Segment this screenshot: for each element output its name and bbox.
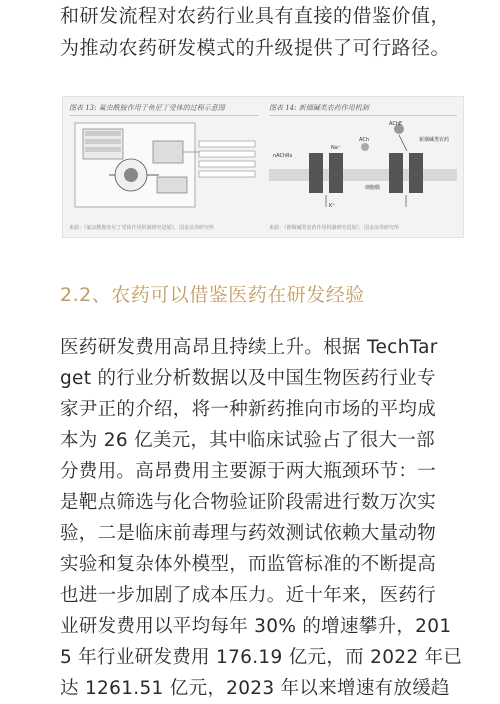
body-line: 分费用。高昂费用主要源于两大瓶颈环节：一 — [60, 461, 437, 482]
section-heading: 2.2、农药可以借鉴医药在研发经验 — [60, 284, 365, 306]
body-line: 达 1261.51 亿元，2023 年以来增速有放缓趋 — [60, 678, 450, 699]
body-line: 医药研发费用高昂且持续上升。根据 TechTar — [60, 337, 438, 358]
body-line: 家尹正的介绍，将一种新药推向市场的平均成 — [60, 399, 437, 420]
body-line: 实验和复杂体外模型，而监管标准的不断提高 — [60, 554, 437, 575]
figure-13-title: 图表 13: 氟虫酰胺作用于鱼尼丁受体的过程示意图 — [69, 103, 259, 116]
body-line: 是靶点筛选与化合物验证阶段需进行数万次实 — [60, 492, 437, 513]
label-ach: ACh — [359, 137, 369, 143]
label-ache: AChE — [389, 121, 403, 127]
intro-line: 和研发流程对农药行业具有直接的借鉴价值， — [60, 5, 451, 27]
body-line: 验，二是临床前毒理与药效测试依赖大量动物 — [60, 523, 437, 544]
body-line: 本为 26 亿美元，其中临床试验占了很大一部 — [60, 430, 435, 451]
intro-paragraph — [60, 0, 480, 64]
figure-13-source: 来源：《氟虫酰胺鱼尼丁受体作用机制研究进展》，国金证券研究所 — [69, 225, 215, 231]
figure-13-diagram — [69, 117, 259, 211]
body-line: get 的行业分析数据以及中国生物医药行业专 — [60, 368, 436, 389]
figure-image — [62, 96, 464, 238]
figure-13-panel — [69, 103, 259, 231]
intro-line: 为推动农药研发模式的升级提供了可行路径。 — [60, 37, 451, 59]
body-line: 业研发费用以平均每年 30% 的增速攀升，201 — [60, 616, 452, 637]
label-membrane: 细胞膜 — [365, 185, 381, 191]
label-na: Na⁺ — [331, 145, 341, 151]
label-neonic: 新烟碱类农药 — [419, 137, 450, 143]
body-line: 5 年行业研发费用 176.19 亿元，而 2022 年已 — [60, 647, 463, 668]
figure-14-source: 来源：《新烟碱类农药作用机制研究进展》，国金证券研究所 — [269, 225, 400, 231]
body-paragraph — [60, 332, 485, 704]
figure-14-diagram — [269, 117, 457, 211]
body-line: 也进一步加剧了成本压力。近十年来，医药行 — [60, 585, 437, 606]
figure-14-panel — [269, 103, 457, 231]
figure-14-title: 图表 14: 新烟碱类农药作用机制 — [269, 103, 457, 116]
label-k: K⁺ — [329, 203, 335, 209]
label-nachrs: nAChRs — [273, 153, 293, 159]
